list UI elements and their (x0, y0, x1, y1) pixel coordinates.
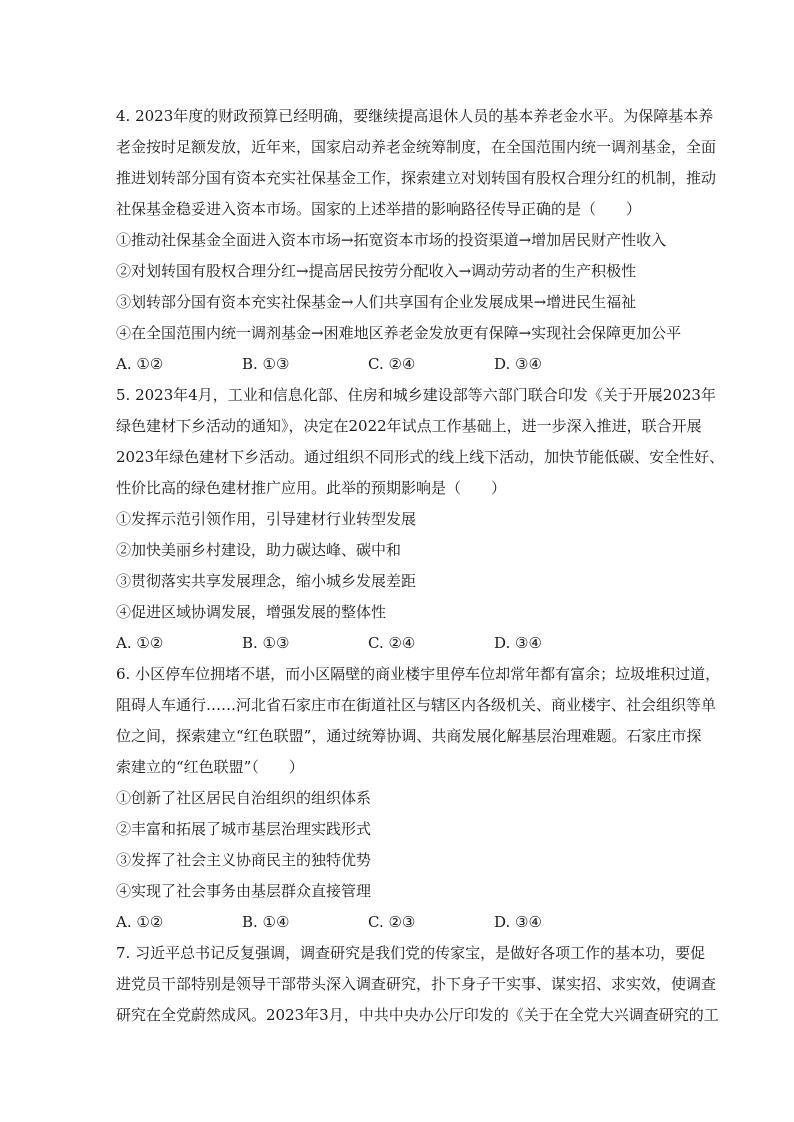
statement-option: ③划转部分国有资本充实社保基金→人们共享国有企业发展成果→增进民生福祉 (116, 293, 637, 311)
statement-option: ①发挥示范引领作用，引导建材行业转型发展 (116, 510, 417, 528)
statement-option: ④在全国范围内统一调剂基金→困难地区养老金发放更有保障→实现社会保障更加公平 (116, 324, 682, 342)
answer-choice-b[interactable]: B. ①③ (242, 355, 290, 373)
answer-choice-a[interactable]: A. ①② (116, 355, 164, 373)
question-list (116, 102, 725, 1032)
statement-option: ①创新了社区居民自治组织的组织体系 (116, 789, 372, 807)
stem-line: 阻碍人车通行……河北省石家庄市在街道社区与辖区内各级机关、商业楼宇、社会组织等单 (116, 696, 717, 714)
statement-option: ②丰富和拓展了城市基层治理实践形式 (116, 820, 372, 838)
stem-line: 老金按时足额发放，近年来，国家启动养老金统筹制度，在全国范围内统一调剂基金，全面 (116, 138, 717, 156)
statement-option: ③发挥了社会主义协商民主的独特优势 (116, 851, 372, 869)
answer-choices (116, 908, 696, 939)
question-6 (116, 660, 721, 939)
answer-choice-b[interactable]: B. ①④ (242, 913, 290, 931)
answer-choice-d[interactable]: D. ③④ (494, 913, 542, 931)
question-stem (116, 660, 721, 784)
stem-line: 5. 2023年4月，工业和信息化部、住房和城乡建设部等六部门联合印发《关于开展2023年 (116, 386, 716, 404)
stem-line: 推进划转部分国有资本充实社保基金工作，探索建立对划转国有股权合理分红的机制，推动 (116, 169, 717, 187)
answer-choice-c[interactable]: C. ②③ (368, 913, 416, 931)
stem-line: 社保基金稳妥进入资本市场。国家的上述举措的影响路径传导正确的是（ ） (116, 200, 642, 218)
statement-option: ④实现了社会事务由基层群众直接管理 (116, 882, 372, 900)
statement-option: ③贯彻落实共享发展理念，缩小城乡发展差距 (116, 572, 417, 590)
question-stem (116, 939, 719, 1032)
stem-line: 性价比高的绿色建材推广应用。此举的预期影响是（ ） (116, 479, 507, 497)
question-4 (116, 102, 717, 381)
question-7 (116, 939, 719, 1032)
answer-choice-a[interactable]: A. ①② (116, 913, 164, 931)
stem-line: 索建立的“红色联盟”（ ） (116, 758, 304, 776)
question-stem (116, 102, 717, 226)
answer-choice-a[interactable]: A. ①② (116, 634, 164, 652)
question-stem (116, 381, 725, 505)
stem-line: 位之间，探索建立“红色联盟”，通过统筹协调、共商发展化解基层治理难题。石家庄市探 (116, 727, 702, 745)
stem-line: 绿色建材下乡活动的通知》，决定在2022年试点工作基础上，进一步深入推进，联合开展 (116, 417, 702, 435)
question-5 (116, 381, 725, 660)
stem-line: 7. 习近平总书记反复强调，调查研究是我们党的传家宝，是做好各项工作的基本功，要促 (116, 944, 706, 962)
answer-choices (116, 350, 696, 381)
statement-option: ②加快美丽乡村建设，助力碳达峰、碳中和 (116, 541, 402, 559)
stem-line: 2023年绿色建材下乡活动。通过组织不同形式的线上线下活动，加快节能低碳、安全性好、 (116, 448, 725, 466)
statement-option: ①推动社保基金全面进入资本市场→拓宽资本市场的投资渠道→增加居民财产性收入 (116, 231, 667, 249)
answer-choices (116, 629, 696, 660)
stem-line: 6. 小区停车位拥堵不堪，而小区隔壁的商业楼宇里停车位却常年都有富余；垃圾堆积过道， (116, 665, 721, 683)
stem-line: 研究在全党蔚然成风。2023年3月，中共中央办公厅印发的《关于在全党大兴调查研究的工 (116, 1006, 719, 1024)
stem-line: 进党员干部特别是领导干部带头深入调查研究，扑下身子干实事、谋实招、求实效，使调查 (116, 975, 717, 993)
statement-option: ④促进区域协调发展，增强发展的整体性 (116, 603, 387, 621)
answer-choice-d[interactable]: D. ③④ (494, 634, 542, 652)
stem-line: 4. 2023年度的财政预算已经明确，要继续提高退休人员的基本养老金水平。为保障基本养 (116, 107, 714, 125)
answer-choice-c[interactable]: C. ②④ (368, 634, 416, 652)
answer-choice-d[interactable]: D. ③④ (494, 355, 542, 373)
answer-choice-b[interactable]: B. ①③ (242, 634, 290, 652)
answer-choice-c[interactable]: C. ②④ (368, 355, 416, 373)
statement-option: ②对划转国有股权合理分红→提高居民按劳分配收入→调动劳动者的生产积极性 (116, 262, 637, 280)
